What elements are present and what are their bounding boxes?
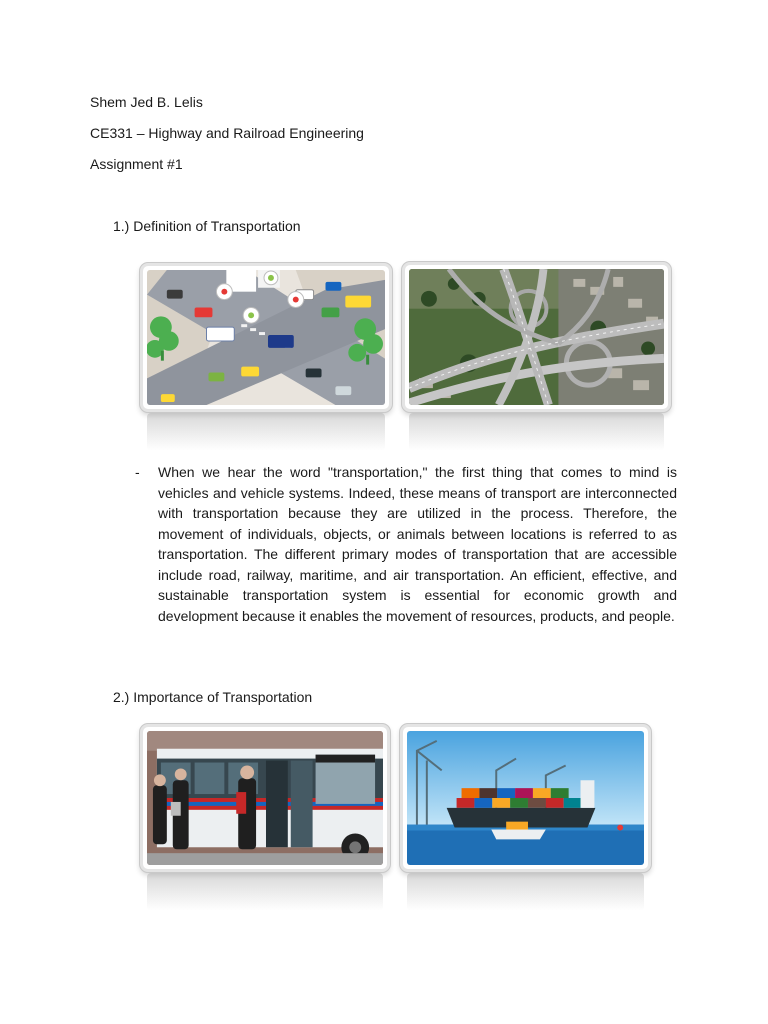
bus-boarding-image [140,724,390,872]
author-name: Shem Jed B. Lelis [90,94,203,110]
course-title: CE331 – Highway and Railroad Engineering [90,125,364,141]
container-ship-image [400,724,651,872]
section-heading-definition: 1.) Definition of Transportation [113,218,301,234]
highway-interchange-image [402,262,671,412]
city-intersection-image [140,263,392,412]
assignment-number: Assignment #1 [90,156,183,172]
definition-paragraph: When we hear the word "transportation," the first thing that comes to mind is vehicles and vehicle systems. Indeed, these means of transport are interconnected with transportation because they are utilized in the process. Therefore, the movement of individuals, objects, or animals between locations is referred to as transportation. The different primary modes of transportation that are accessible include road, railway, maritime, and air transportation. An efficient, effective, and sustainable transportation system is essential for economic growth and development because it enables the movement of resources, products, and people. [158,464,677,624]
bullet-marker: - [135,464,140,480]
section-heading-importance: 2.) Importance of Transportation [113,689,313,705]
